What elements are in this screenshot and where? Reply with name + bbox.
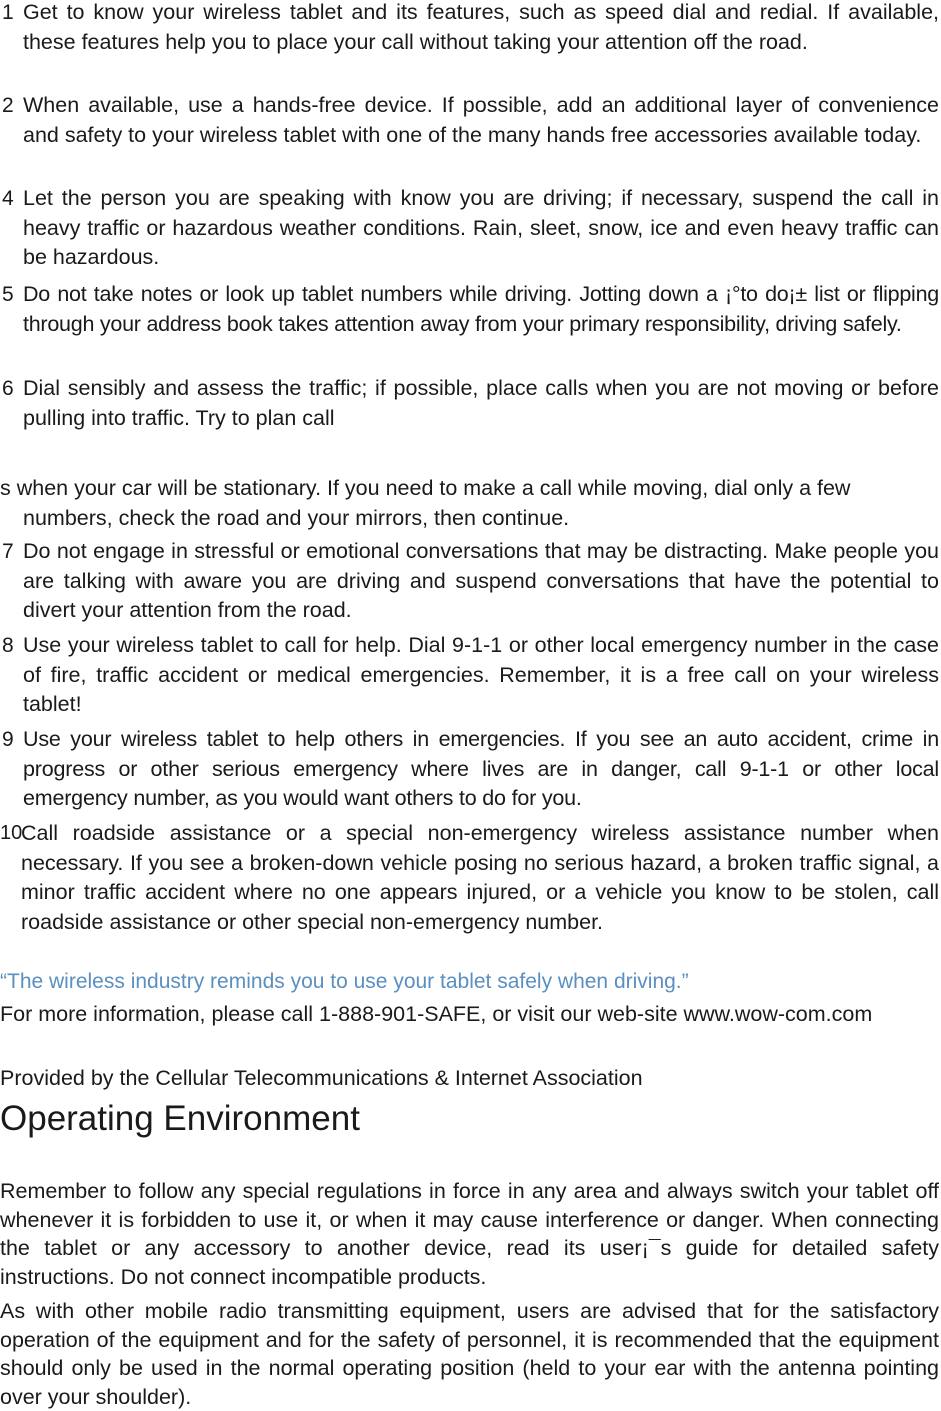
list-item-text: Do not take notes or look up tablet numbers while driving. Jotting down a ¡°to do¡± list or flipping through your address book takes attention away from your primary responsibility, driving safely. <box>23 282 939 336</box>
list-item-text: Dial sensibly and assess the traffic; if possible, place calls when you are not moving or before pulling into traffic. Try to plan call <box>23 376 939 430</box>
list-item-number: 9 <box>2 728 14 751</box>
list-item-continuation <box>0 474 939 533</box>
list-item-number: 4 <box>2 187 14 210</box>
section-heading: Operating Environment <box>0 1099 360 1138</box>
list-item-text: Use your wireless tablet to help others in emergencies. If you see an auto accident, crime in progress or other serious emergency where lives are in danger, call 9-1-1 or other local emergency number, as you would want others to do for you. <box>23 727 939 810</box>
provided-by-line: Provided by the Cellular Telecommunications & Internet Association <box>0 1066 643 1090</box>
list-item-number: 10 <box>0 822 23 844</box>
environment-paragraph: As with other mobile radio transmitting equipment, users are advised that for the satisfactory operation of the equipment and for the safety of personnel, it is recommended that the equipment should only be used in the normal operating position (held to your ear with the antenna pointing over your shoulder). <box>0 1299 939 1409</box>
list-item-number: 7 <box>2 540 14 563</box>
more-info-paragraph: For more information, please call 1-888-901-SAFE, or visit our web-site www.wow-com.com <box>0 1002 873 1026</box>
list-item <box>0 725 939 814</box>
list-item <box>0 537 939 626</box>
list-item-number: 8 <box>2 634 14 657</box>
list-item-text: Get to know your wireless tablet and its features, such as speed dial and redial. If available, these features help you to place your call without taking your attention off the road. <box>23 0 939 54</box>
list-item-text: Call roadside assistance or a special non-emergency wireless assistance number when necessary. If you see a broken-down vehicle posing no serious hazard, a broken traffic signal, a minor traffic accident where no one appears injured, or a vehicle you know to be stolen, call roadside assistance or other special non-emergency number. <box>21 821 939 934</box>
list-item <box>0 819 939 937</box>
environment-paragraph: Remember to follow any special regulations in force in any area and always switch your tablet off whenever it is forbidden to use it, or when it may cause interference or danger. When connecting the tablet or any accessory to another device, read its user¡¯s guide for detailed safety instructions. Do not connect incompatible products. <box>0 1179 939 1289</box>
list-item-text: Do not engage in stressful or emotional conversations that may be distracting. Make people you are talking with aware you are driving and suspend conversations that have the potential to divert your attention from the road. <box>23 539 939 622</box>
list-item-number: 2 <box>2 94 14 117</box>
list-item-number: 6 <box>2 377 14 400</box>
continuation-rest: numbers, check the road and your mirrors, then continue. <box>23 505 570 530</box>
list-item <box>0 280 939 339</box>
list-item <box>0 0 939 57</box>
continuation-first-line: s when your car will be stationary. If you need to make a call while moving, dial only a few <box>0 476 851 500</box>
list-item <box>0 374 939 433</box>
list-item <box>0 184 939 273</box>
list-item-text: Let the person you are speaking with know you are driving; if necessary, suspend the call in heavy traffic or hazardous weather conditions. Rain, sleet, snow, ice and even heavy traffic can be hazardous. <box>23 186 939 269</box>
list-item-number: 1 <box>2 1 14 24</box>
list-item-text: Use your wireless tablet to call for help. Dial 9-1-1 or other local emergency number in the case of fire, traffic accident or medical emergencies. Remember, it is a free call on your wireless tablet! <box>23 633 939 716</box>
list-item-number: 5 <box>2 283 14 306</box>
list-item <box>0 631 939 720</box>
list-item-text: When available, use a hands-free device. If possible, add an additional layer of convenience and safety to your wireless tablet with one of the many hands free accessories available today. <box>23 93 939 147</box>
safety-quote: “The wireless industry reminds you to use your tablet safely when driving.” <box>0 970 689 993</box>
list-item <box>0 91 939 150</box>
